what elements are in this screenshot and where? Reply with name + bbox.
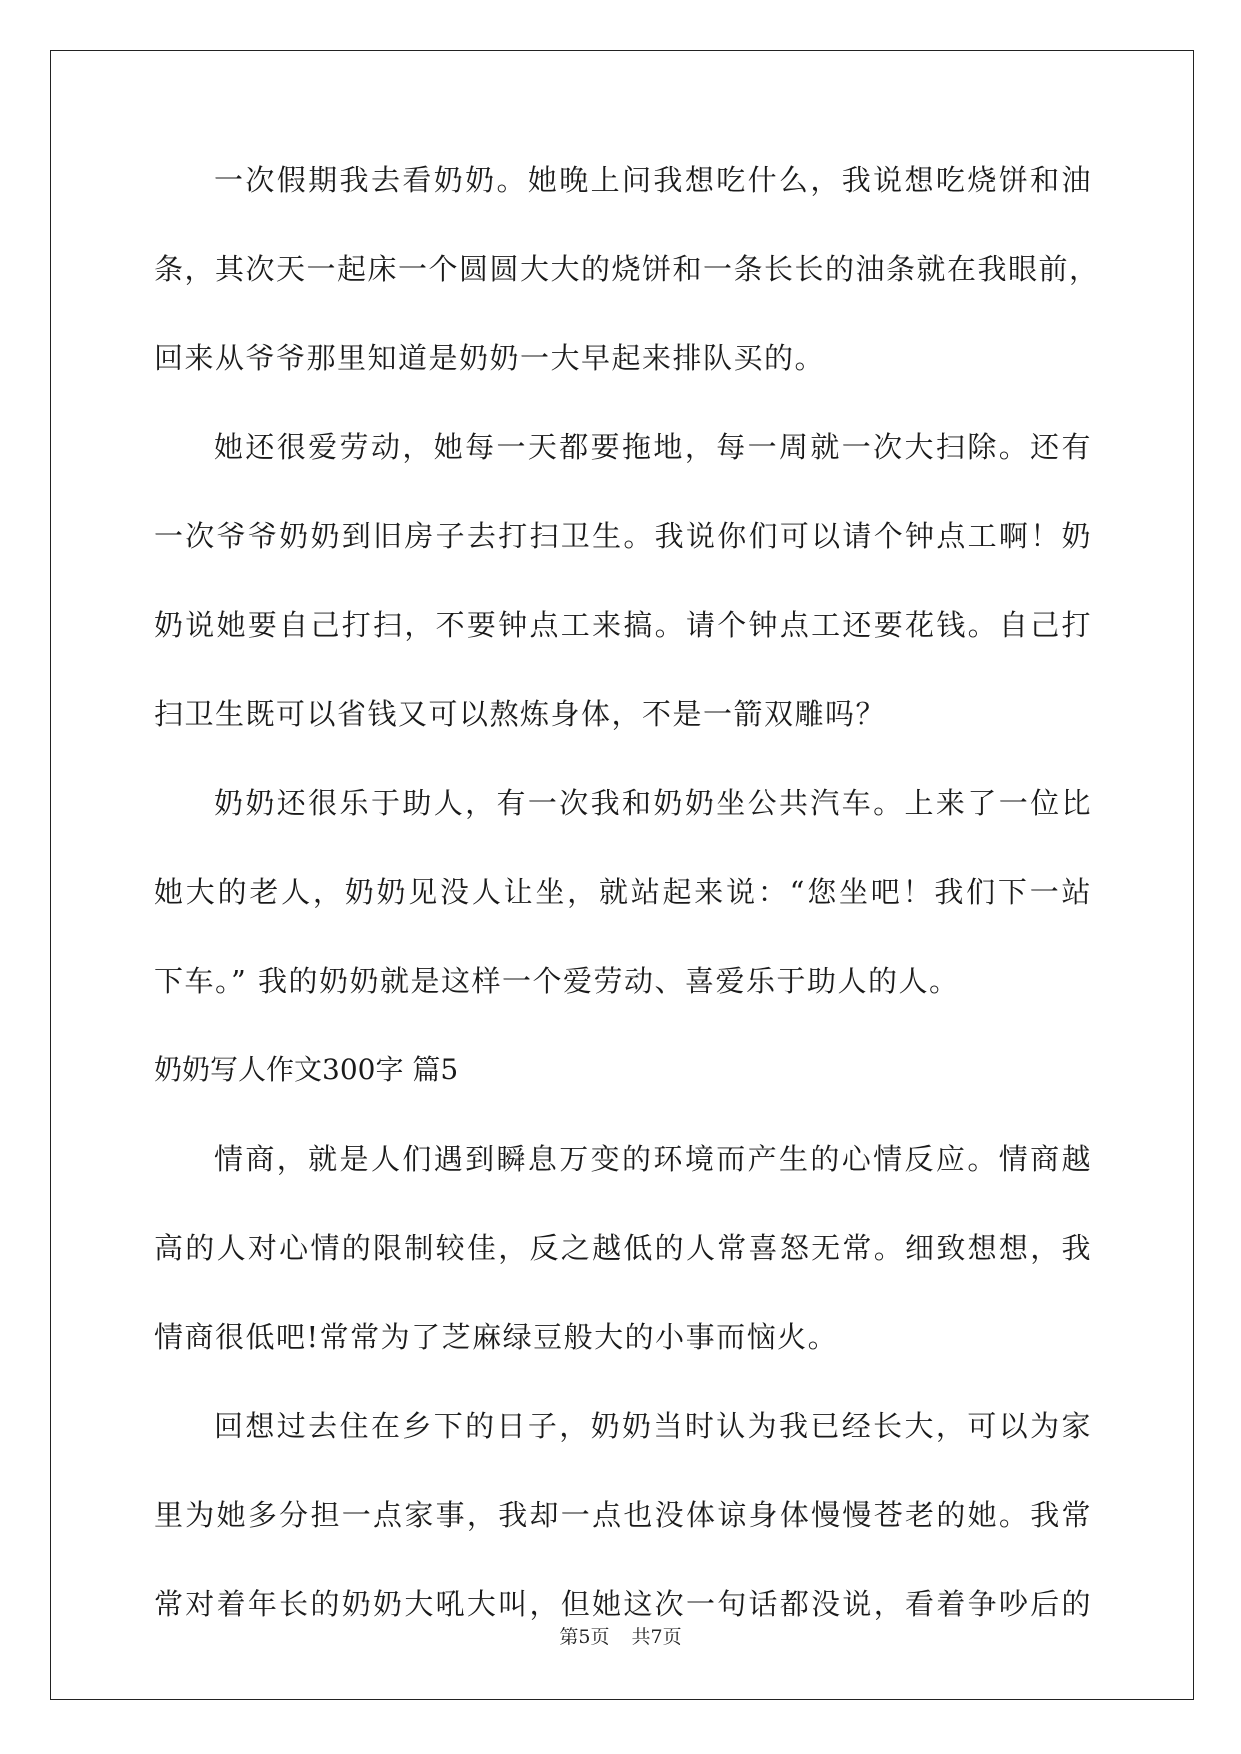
text-line: 情商，就是人们遇到瞬息万变的环境而产生的心情反应。情商越 bbox=[214, 1142, 1092, 1176]
page-number-total: 共7页 bbox=[631, 1626, 682, 1648]
text-line: 她大的老人，奶奶见没人让坐，就站起来说：“您坐吧！我们下一站 bbox=[154, 875, 1092, 909]
text-line: 回来从爷爷那里知道是奶奶一大早起来排队买的。 bbox=[154, 341, 826, 375]
text-line: 情商很低吧!常常为了芝麻绿豆般大的小事而恼火。 bbox=[154, 1320, 839, 1354]
section-heading: 奶奶写人作文300字 篇5 bbox=[154, 1053, 459, 1086]
text-line: 她还很爱劳动，她每一天都要拖地，每一周就一次大扫除。还有 bbox=[214, 430, 1092, 464]
text-line: 条，其次天一起床一个圆圆大大的烧饼和一条长长的油条就在我眼前， bbox=[154, 252, 1100, 286]
text-line: 里为她多分担一点家事，我却一点也没体谅身体慢慢苍老的她。我常 bbox=[154, 1498, 1092, 1532]
text-line: 下车。” 我的奶奶就是这样一个爱劳动、喜爱乐于助人的人。 bbox=[154, 964, 960, 998]
text-line: 高的人对心情的限制较佳，反之越低的人常喜怒无常。细致想想，我 bbox=[154, 1231, 1092, 1265]
text-line: 一次假期我去看奶奶。她晚上问我想吃什么，我说想吃烧饼和油 bbox=[214, 163, 1092, 197]
page-number-current: 第5页 bbox=[559, 1626, 610, 1648]
text-line: 奶奶还很乐于助人，有一次我和奶奶坐公共汽车。上来了一位比 bbox=[214, 786, 1092, 820]
text-line: 奶说她要自己打扫，不要钟点工来搞。请个钟点工还要花钱。自己打 bbox=[154, 608, 1092, 642]
text-line: 扫卫生既可以省钱又可以熬炼身体，不是一箭双雕吗？ bbox=[154, 697, 887, 731]
text-line: 常对着年长的奶奶大吼大叫，但她这次一句话都没说，看着争吵后的 bbox=[154, 1587, 1092, 1621]
document-body bbox=[154, 160, 1100, 1673]
text-line: 一次爷爷奶奶到旧房子去打扫卫生。我说你们可以请个钟点工啊！奶 bbox=[154, 519, 1092, 553]
text-line: 回想过去住在乡下的日子，奶奶当时认为我已经长大，可以为家 bbox=[214, 1409, 1092, 1443]
page-footer bbox=[0, 1622, 1241, 1649]
